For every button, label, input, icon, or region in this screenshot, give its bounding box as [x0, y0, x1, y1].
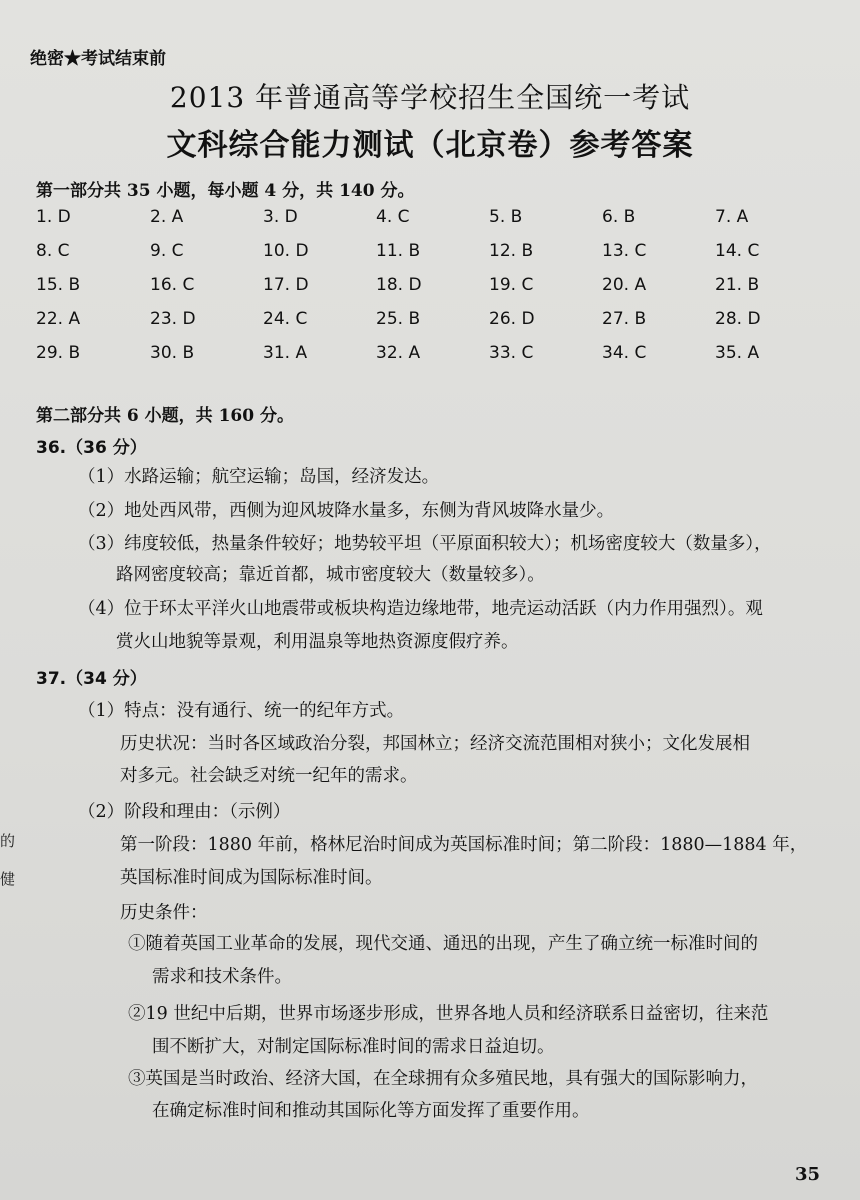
answer-item: 9. C [150, 241, 184, 261]
answer-item: 34. C [602, 343, 647, 363]
answer-item: 17. D [263, 275, 309, 295]
answer-item: 30. B [150, 343, 195, 363]
answer-line: （4）位于环太平洋火山地震带或板块构造边缘地带，地壳运动活跃（内力作用强烈）。观 [78, 599, 763, 619]
question-36-label: 36.（36 分） [36, 438, 147, 458]
answer-item: 5. B [489, 207, 523, 227]
answer-line: （2）地处西风带，西侧为迎风坡降水量多，东侧为背风坡降水量少。 [78, 501, 615, 521]
answer-item: 31. A [263, 343, 308, 363]
answer-item: 8. C [36, 241, 70, 261]
answer-item: 15. B [36, 275, 81, 295]
answer-item: 33. C [489, 343, 534, 363]
answer-row [36, 268, 836, 302]
answer-line: 赏火山地貌等景观，利用温泉等地热资源度假疗养。 [116, 632, 519, 652]
answer-item: 6. B [602, 207, 636, 227]
secret-label: 绝密★考试结束前 [30, 49, 166, 69]
answer-line: 围不断扩大，对制定国际标准时间的需求日益迫切。 [152, 1037, 555, 1057]
part2-heading: 第二部分共 6 小题，共 160 分。 [36, 406, 294, 426]
answer-line: 对多元。社会缺乏对统一纪年的需求。 [120, 766, 418, 786]
answer-item: 26. D [489, 309, 535, 329]
answer-item: 1. D [36, 207, 71, 227]
answer-line: 英国标准时间成为国际标准时间。 [120, 868, 383, 888]
answer-row [36, 336, 836, 370]
exam-title: 2013 年普通高等学校招生全国统一考试 [169, 81, 691, 114]
answer-line: ③英国是当时政治、经济大国，在全球拥有众多殖民地，具有强大的国际影响力， [128, 1069, 758, 1089]
answer-item: 13. C [602, 241, 647, 261]
answer-line: 需求和技术条件。 [152, 967, 292, 987]
answer-line: ①随着英国工业革命的发展，现代交通、通迅的出现，产生了确立统一标准时间的 [128, 934, 758, 954]
edge-mark: 健 [0, 870, 16, 888]
answer-item: 21. B [715, 275, 760, 295]
answer-line: 历史状况：当时各区域政治分裂，邦国林立；经济交流范围相对狭小；文化发展相 [120, 734, 750, 754]
answer-item: 16. C [150, 275, 195, 295]
answer-line: （1）特点：没有通行、统一的纪年方式。 [78, 701, 405, 721]
answer-line: ②19 世纪中后期，世界市场逐步形成，世界各地人员和经济联系日益密切，往来范 [128, 1004, 769, 1024]
answer-item: 4. C [376, 207, 410, 227]
answer-item: 2. A [150, 207, 184, 227]
answer-line: （2）阶段和理由：（示例） [78, 802, 291, 822]
answer-row [36, 200, 836, 234]
answer-item: 12. B [489, 241, 534, 261]
page-number: 35 [794, 1164, 820, 1185]
answer-line: （3）纬度较低，热量条件较好；地势较平坦（平原面积较大）；机场密度较大（数量多）， [78, 534, 772, 554]
answer-row [36, 302, 836, 336]
answer-item: 14. C [715, 241, 760, 261]
answer-line: 在确定标准时间和推动其国际化等方面发挥了重要作用。 [152, 1101, 590, 1121]
answer-line: （1）水路运输；航空运输；岛国，经济发达。 [78, 467, 440, 487]
answer-item: 25. B [376, 309, 421, 329]
answer-item: 20. A [602, 275, 647, 295]
part1-heading: 第一部分共 35 小题，每小题 4 分，共 140 分。 [36, 181, 415, 201]
answer-row [36, 234, 836, 268]
exam-subtitle: 文科综合能力测试（北京卷）参考答案 [166, 128, 694, 163]
answer-item: 28. D [715, 309, 761, 329]
answer-line: 路网密度较高；靠近首都，城市密度较大（数量较多）。 [116, 565, 545, 585]
answer-grid [36, 200, 836, 370]
answer-item: 24. C [263, 309, 308, 329]
answer-item: 7. A [715, 207, 749, 227]
answer-item: 32. A [376, 343, 421, 363]
answer-item: 3. D [263, 207, 298, 227]
answer-item: 23. D [150, 309, 196, 329]
answer-item: 27. B [602, 309, 647, 329]
answer-item: 19. C [489, 275, 534, 295]
answer-item: 10. D [263, 241, 309, 261]
answer-item: 35. A [715, 343, 760, 363]
question-37-label: 37.（34 分） [36, 669, 147, 689]
answer-item: 22. A [36, 309, 81, 329]
answer-line: 历史条件： [120, 903, 208, 923]
edge-mark: 的 [0, 832, 16, 850]
answer-item: 29. B [36, 343, 81, 363]
answer-item: 11. B [376, 241, 421, 261]
answer-line: 第一阶段：1880 年前，格林尼治时间成为英国标准时间；第二阶段：1880—1884 年， [120, 835, 808, 855]
answer-item: 18. D [376, 275, 422, 295]
